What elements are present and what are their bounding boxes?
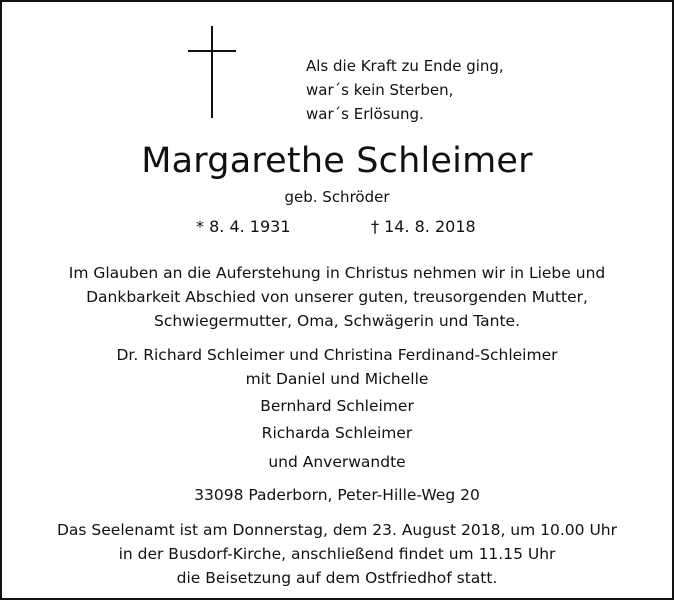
deceased-name: Margarethe Schleimer — [141, 141, 533, 181]
death-date: † 14. 8. 2018 — [371, 217, 476, 236]
mourner-line: Bernhard Schleimer — [260, 397, 414, 415]
birth-date: * 8. 4. 1931 — [196, 217, 291, 236]
address: 33098 Paderborn, Peter-Hille-Weg 20 — [194, 486, 480, 504]
intro-line: Dankbarkeit Abschied von unserer guten, treusorgenden Mutter, — [86, 288, 588, 306]
verse — [306, 54, 504, 126]
service-line: in der Busdorf-Kirche, anschließend findet um 11.15 Uhr — [118, 545, 556, 563]
service-line: Das Seelenamt ist am Donnerstag, dem 23. August 2018, um 10.00 Uhr — [57, 521, 617, 539]
mourner-line: und Anverwandte — [268, 453, 406, 471]
cross-horizontal-bar — [188, 50, 236, 52]
service-info — [0, 518, 674, 590]
mourner-line: Richarda Schleimer — [261, 424, 413, 442]
cross-vertical-bar — [211, 26, 213, 118]
cross-icon — [188, 26, 238, 118]
verse-line: war´s kein Sterben, — [306, 81, 454, 99]
service-line: die Beisetzung auf dem Ostfriedhof statt. — [176, 569, 498, 587]
verse-line: Als die Kraft zu Ende ging, — [306, 57, 504, 75]
mourners-primary — [0, 343, 674, 391]
intro-line: Schwiegermutter, Oma, Schwägerin und Tante. — [153, 312, 520, 330]
mourner-line: Dr. Richard Schleimer und Christina Ferdinand-Schleimer — [116, 346, 558, 364]
intro-text — [0, 261, 674, 333]
mourner-line: mit Daniel und Michelle — [245, 370, 429, 388]
birth-name: geb. Schröder — [284, 188, 390, 206]
intro-line: Im Glauben an die Auferstehung in Christus nehmen wir in Liebe und — [68, 264, 606, 282]
verse-line: war´s Erlösung. — [306, 105, 424, 123]
